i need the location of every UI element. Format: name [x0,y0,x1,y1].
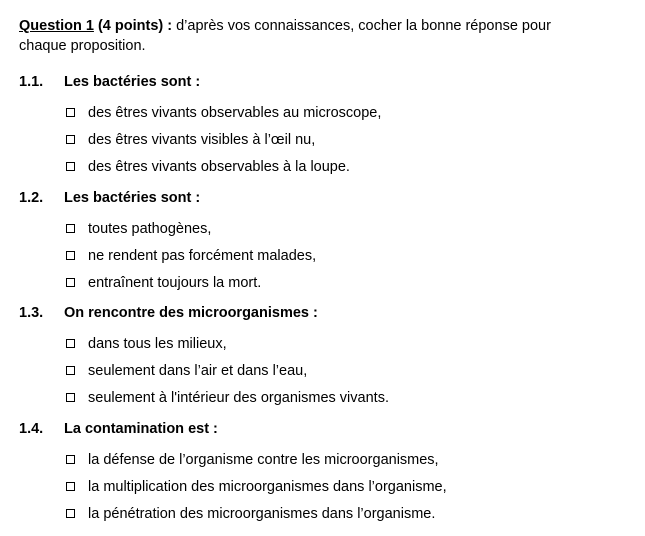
section-heading [19,419,619,439]
question-intro [19,16,619,56]
option-label: des êtres vivants observables à la loupe. [88,158,350,175]
option-label: dans tous les milieux, [88,335,227,352]
option-item[interactable] [19,99,619,126]
question-separator: : [163,18,177,34]
section-number: 1.3. [19,305,44,321]
checkbox[interactable] [66,455,75,464]
section-number: 1.4. [19,421,44,437]
option-item[interactable] [19,446,619,473]
section-1-3 [19,303,619,411]
option-label: seulement dans l’air et dans l’eau, [88,362,308,379]
option-list [19,446,619,527]
option-item[interactable] [19,357,619,384]
checkbox[interactable] [66,482,75,491]
section-heading [19,72,619,92]
option-item[interactable] [19,330,619,357]
checkbox[interactable] [66,339,75,348]
section-heading [19,303,619,323]
option-item[interactable] [19,500,619,527]
option-label: la défense de l’organisme contre les microorganismes, [88,451,439,468]
option-list [19,330,619,411]
option-item[interactable] [19,473,619,500]
section-number: 1.2. [19,190,44,206]
section-1-4 [19,419,619,527]
option-item[interactable] [19,384,619,411]
option-label: entraînent toujours la mort. [88,274,262,291]
question-instruction-line2: chaque proposition. [19,38,146,54]
option-list [19,99,619,180]
section-title: On rencontre des microorganismes : [64,305,318,321]
option-item[interactable] [19,126,619,153]
section-heading [19,188,619,208]
checkbox[interactable] [66,251,75,260]
question-title [19,18,176,34]
checkbox[interactable] [66,108,75,117]
question-points: (4 points) [97,18,164,34]
checkbox[interactable] [66,224,75,233]
option-label: la multiplication des microorganismes dans l’organisme, [88,478,447,495]
option-item[interactable] [19,242,619,269]
option-label: toutes pathogènes, [88,220,212,237]
option-item[interactable] [19,269,619,296]
section-number: 1.1. [19,74,44,90]
question-number: Question 1 [19,18,94,34]
option-label: seulement à l'intérieur des organismes vivants. [88,389,389,406]
section-1-1 [19,72,619,180]
section-title: Les bactéries sont : [64,74,201,90]
section-title: La contamination est : [64,421,218,437]
option-list [19,215,619,296]
section-title: Les bactéries sont : [64,190,201,206]
option-label: des êtres vivants observables au microscope, [88,104,382,121]
checkbox[interactable] [66,162,75,171]
checkbox[interactable] [66,366,75,375]
option-label: ne rendent pas forcément malades, [88,247,317,264]
checkbox[interactable] [66,135,75,144]
option-label: la pénétration des microorganismes dans l’organisme. [88,505,436,522]
section-1-2 [19,188,619,296]
option-item[interactable] [19,215,619,242]
option-item[interactable] [19,153,619,180]
checkbox[interactable] [66,278,75,287]
option-label: des êtres vivants visibles à l’œil nu, [88,131,316,148]
checkbox[interactable] [66,509,75,518]
checkbox[interactable] [66,393,75,402]
question-instruction-line1: d’après vos connaissances, cocher la bonne réponse pour [176,18,551,34]
